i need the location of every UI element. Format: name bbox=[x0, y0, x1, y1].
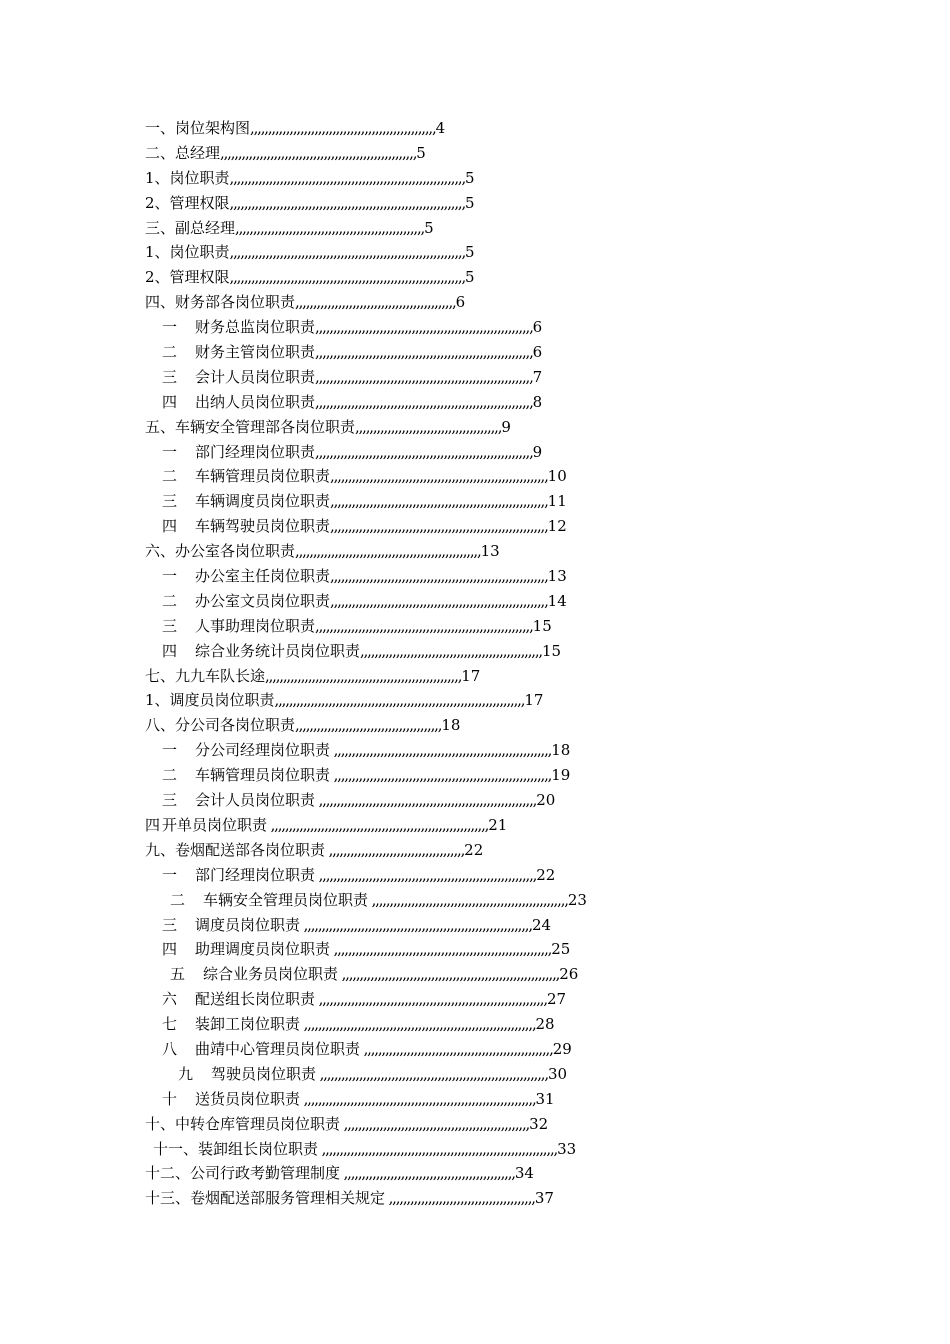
toc-entry-leader: ,,,,,,,,,,,,,,,,,,,,,,,,,,,,,,,,,,,,,,,,,,,,,,,,,,,,,,, bbox=[265, 666, 462, 685]
toc-entry-title: 驾驶员岗位职责 bbox=[211, 1064, 317, 1083]
toc-entry-number: 二 bbox=[162, 766, 178, 785]
toc-entry[interactable] bbox=[0, 888, 950, 913]
toc-entry-number: 二 bbox=[162, 343, 178, 362]
toc-entry-number: 九 bbox=[178, 1064, 194, 1083]
toc-entry-title: 办公室主任岗位职责 bbox=[195, 567, 331, 586]
toc-entry-title: 九、卷烟配送部各岗位职责 bbox=[145, 840, 326, 859]
toc-entry-leader: ,,,,,,,,,,,,,,,,,,,,,,,,,,,,,,,,,,,,,,,,,,,,,,,,,,,,,,,,,,,,, bbox=[330, 940, 552, 959]
toc-entry[interactable] bbox=[0, 639, 950, 664]
toc-entry-page: 5 bbox=[416, 143, 426, 162]
toc-entry-number: 四 bbox=[145, 815, 161, 834]
toc-entry-number: 二 bbox=[162, 467, 178, 486]
toc-entry-title: 财务总监岗位职责 bbox=[195, 318, 316, 337]
toc-entry-title: 八、分公司各岗位职责 bbox=[145, 716, 296, 735]
toc-entry-page: 23 bbox=[567, 890, 587, 909]
toc-entry-leader: ,,,,,,,,,,,,,,,,,,,,,,,,,,,,,,,,,,,,,,,,,,,,,,,,,,,, bbox=[295, 542, 481, 561]
toc-entry-title: 助理调度员岗位职责 bbox=[195, 940, 331, 959]
toc-entry-leader: ,,,,,,,,,,,,,,,,,,,,,,,,,,,,,,,,,,,,,,,,,,,,,,,,,,,,,,,,,,,,, bbox=[338, 965, 560, 984]
toc-entry[interactable] bbox=[0, 614, 950, 639]
toc-entry-page: 9 bbox=[532, 442, 543, 461]
toc-entry[interactable] bbox=[0, 315, 950, 340]
toc-entry-leader: ,,,,,,,,,,,,,,,,,,,,,,,,,,,,,,,,,,,,,,,,,,,,,,,,,,,,,,,,,,,,, bbox=[330, 741, 552, 760]
toc-entry-page: 17 bbox=[524, 691, 544, 710]
toc-entry[interactable] bbox=[0, 539, 950, 564]
toc-entry-leader: ,,,,,,,,,,,,,,,,,,,,,,,,,,,,,,,,,,,,,,,,,,,,,,,,,,,,,,, bbox=[220, 143, 417, 162]
toc-entry-page: 6 bbox=[455, 293, 466, 312]
toc-entry-page: 28 bbox=[535, 1015, 555, 1034]
toc-entry-leader: ,,,,,,,,,,,,,,,,,,,,,,,,,,,,,,,,,,,,,,,,,,,,,,,,,,,,,,,,,,,,,,,, bbox=[316, 1064, 548, 1083]
toc-entry-leader: ,,,,,,,,,,,,,,,,,,,,,,,,,,,,,,,,,,,,,,,,,,,,,,,,,,,,,,,,,,,,, bbox=[315, 442, 533, 461]
toc-entry[interactable] bbox=[0, 489, 950, 514]
toc-entry-page: 27 bbox=[546, 990, 567, 1009]
toc-entry-title: 车辆调度员岗位职责 bbox=[195, 492, 331, 511]
toc-entry[interactable] bbox=[0, 838, 950, 863]
toc-entry-page: 4 bbox=[435, 119, 446, 137]
toc-entry-title: 十、中转仓库管理员岗位职责 bbox=[145, 1114, 341, 1133]
toc-entry-title: 1、岗位职责 bbox=[145, 168, 230, 187]
toc-entry[interactable] bbox=[0, 1087, 950, 1112]
toc-entry-title: 部门经理岗位职责 bbox=[195, 442, 316, 461]
toc-entry[interactable] bbox=[0, 987, 950, 1012]
toc-entry-title: 六、办公室各岗位职责 bbox=[145, 542, 296, 561]
toc-entry[interactable] bbox=[0, 191, 950, 216]
toc-entry-title: 配送组长岗位职责 bbox=[195, 990, 316, 1009]
toc-entry-page: 29 bbox=[552, 1039, 572, 1058]
toc-entry-leader: ,,,,,,,,,,,,,,,,,,,,,,,,,,,,,,,,,,,,,,,,,,,,,,,, bbox=[340, 1164, 515, 1183]
toc-entry-leader: ,,,,,,,,,,,,,,,,,,,,,,,,,,,,,,,,,,,,,,,,,,,,,,,,,,,,,,,,,,,,, bbox=[267, 815, 489, 834]
toc-entry-title: 人事助理岗位职责 bbox=[195, 616, 316, 635]
toc-entry-page: 32 bbox=[529, 1114, 549, 1133]
toc-entry[interactable] bbox=[0, 564, 950, 589]
toc-entry-leader: ,,,,,,,,,,,,,,,,,,,,,,,,,,,,,,,,,,,,,,,,,,,,,,,,,,,,,,,,,,,,,,,,,, bbox=[229, 243, 466, 262]
toc-entry[interactable] bbox=[0, 1112, 950, 1137]
toc-entry-number: 四 bbox=[162, 641, 178, 660]
toc-entry-number: 四 bbox=[162, 940, 178, 959]
toc-entry-title: 三、副总经理 bbox=[145, 218, 236, 237]
toc-entry[interactable] bbox=[0, 788, 950, 813]
toc-entry[interactable] bbox=[0, 738, 950, 763]
toc-entry-leader: ,,,,,,,,,,,,,,,,,,,,,,,,,,,,,,,,,,,,,,,,,,,,,,,,,,,, bbox=[250, 119, 436, 137]
toc-entry-number: 一 bbox=[162, 318, 178, 337]
toc-entry-title: 装卸工岗位职责 bbox=[195, 1015, 301, 1034]
toc-entry-leader: ,,,,,,,,,,,,,,,,,,,,,,,,,,,,,,,,,,,,,,,,,,,,,,,,,,,,,,,,,,,,,,,,, bbox=[300, 1015, 536, 1034]
toc-entry-title: 综合业务员岗位职责 bbox=[203, 965, 339, 984]
toc-entry-title: 车辆管理员岗位职责 bbox=[195, 766, 331, 785]
toc-entry-title: 部门经理岗位职责 bbox=[195, 865, 316, 884]
toc-entry-number: 三 bbox=[162, 915, 178, 934]
toc-entry-leader: ,,,,,,,,,,,,,,,,,,,,,,,,,,,,,,,,,,,,,,,,,,,,, bbox=[295, 293, 456, 312]
toc-entry-page: 37 bbox=[534, 1189, 554, 1208]
toc-entry[interactable] bbox=[0, 514, 950, 539]
toc-entry-page: 34 bbox=[514, 1164, 534, 1183]
toc-entry-page: 10 bbox=[547, 467, 567, 486]
toc-entry-page: 20 bbox=[536, 791, 556, 810]
toc-entry-leader: ,,,,,,,,,,,,,,,,,,,,,,,,,,,,,,,,,,,,,,,,, bbox=[295, 716, 442, 735]
toc-entry-title: 十二、公司行政考勤管理制度 bbox=[145, 1164, 341, 1183]
toc-entry-page: 5 bbox=[465, 243, 475, 262]
toc-entry-leader: ,,,,,,,,,,,,,,,,,,,,,,,,,,,,,,,,,,,,,,,,,,,,,,,,,,,,,,,,,,,,,,,, bbox=[300, 915, 532, 934]
toc-entry[interactable] bbox=[0, 415, 950, 440]
toc-entry-title: 1、岗位职责 bbox=[145, 243, 230, 262]
toc-entry-title: 开单员岗位职责 bbox=[162, 815, 268, 834]
toc-entry[interactable] bbox=[0, 141, 950, 166]
toc-entry-leader: ,,,,,,,,,,,,,,,,,,,,,,,,,,,,,,,,,,,,,,,,,,,,,,,,,,,,,,,,,,,,, bbox=[315, 318, 533, 337]
toc-entry[interactable] bbox=[0, 1012, 950, 1037]
toc-entry-number: 七 bbox=[162, 1015, 178, 1034]
toc-entry-number: 十 bbox=[162, 1089, 178, 1108]
toc-entry-number: 六 bbox=[162, 990, 178, 1009]
toc-entry-title: 1、调度员岗位职责 bbox=[145, 691, 275, 710]
toc-entry[interactable] bbox=[0, 240, 950, 265]
toc-entry-leader: ,,,,,,,,,,,,,,,,,,,,,,,,,,,,,,,,,,,,,, bbox=[325, 840, 465, 859]
toc-entry-title: 一、岗位架构图 bbox=[145, 119, 251, 137]
toc-entry-number: 二 bbox=[162, 591, 178, 610]
toc-entry-title: 办公室文员岗位职责 bbox=[195, 591, 331, 610]
toc-entry-leader: ,,,,,,,,,,,,,,,,,,,,,,,,,,,,,,,,,,,,,,,,,,,,,,,,,,,,,,,,,,,,, bbox=[315, 367, 533, 386]
toc-entry-page: 15 bbox=[532, 616, 552, 635]
toc-entry-page: 6 bbox=[532, 318, 543, 337]
toc-entry[interactable] bbox=[0, 1037, 950, 1062]
toc-entry-leader: ,,,,,,,,,,,,,,,,,,,,,,,,,,,,,,,,,,,,,,,,,,,,,,,,,,,,,,,,,,,,, bbox=[315, 392, 533, 411]
toc-entry-leader: ,,,,,,,,,,,,,,,,,,,,,,,,,,,,,,,,,,,,,,,,,,,,,,,,,,,,,,,,,,,,, bbox=[315, 616, 533, 635]
toc-entry-title: 财务主管岗位职责 bbox=[195, 343, 316, 362]
toc-entry-title: 调度员岗位职责 bbox=[195, 915, 301, 934]
toc-entry[interactable] bbox=[0, 863, 950, 888]
toc-entry-page: 33 bbox=[557, 1139, 577, 1158]
table-of-contents bbox=[0, 116, 950, 1211]
toc-entry-leader: ,,,,,,,,,,,,,,,,,,,,,,,,,,,,,,,,,,,,,,,,,,,,,,,,,,,,,,,,,,,,, bbox=[330, 567, 548, 586]
toc-entry-leader: ,,,,,,,,,,,,,,,,,,,,,,,,,,,,,,,,,,,,,,,,,,,,,,,,,,,,,,,,,,,,, bbox=[330, 591, 548, 610]
toc-entry-title: 二、总经理 bbox=[145, 143, 221, 162]
toc-entry-title: 曲靖中心管理员岗位职责 bbox=[195, 1039, 361, 1058]
toc-entry-page: 5 bbox=[465, 193, 475, 212]
toc-entry-page: 18 bbox=[551, 741, 571, 760]
toc-entry-title: 车辆安全管理员岗位职责 bbox=[203, 890, 369, 909]
toc-entry-page: 13 bbox=[547, 567, 567, 586]
toc-entry-leader: ,,,,,,,,,,,,,,,,,,,,,,,,,,,,,,,,,,,,,,,,,,,,,,,,,,,, bbox=[340, 1114, 530, 1133]
toc-entry[interactable] bbox=[0, 962, 950, 987]
toc-entry[interactable] bbox=[0, 688, 950, 713]
toc-entry-title: 五、车辆安全管理部各岗位职责 bbox=[145, 417, 356, 436]
toc-entry-title: 出纳人员岗位职责 bbox=[195, 392, 316, 411]
toc-entry[interactable] bbox=[0, 589, 950, 614]
toc-entry-number: 一 bbox=[162, 567, 178, 586]
toc-entry-page: 22 bbox=[536, 865, 556, 884]
toc-entry-leader: ,,,,,,,,,,,,,,,,,,,,,,,,,,,,,,,,,,,,,,,,,,,,,,,,,,,,,,,,,,,,, bbox=[315, 865, 537, 884]
toc-entry-title: 2、管理权限 bbox=[145, 193, 230, 212]
toc-entry[interactable] bbox=[0, 1186, 950, 1211]
toc-entry[interactable] bbox=[0, 713, 950, 738]
toc-entry-title: 会计人员岗位职责 bbox=[195, 367, 316, 386]
toc-entry[interactable] bbox=[0, 664, 950, 689]
toc-entry-title: 车辆管理员岗位职责 bbox=[195, 467, 331, 486]
toc-entry-number: 八 bbox=[162, 1039, 178, 1058]
toc-entry-title: 2、管理权限 bbox=[145, 268, 230, 287]
toc-entry-title: 会计人员岗位职责 bbox=[195, 791, 316, 810]
toc-entry-number: 二 bbox=[170, 890, 186, 909]
toc-entry-leader: ,,,,,,,,,,,,,,,,,,,,,,,,,,,,,,,,,,,,,,,,,,,,,,,,,,,,,,,,,,,,,,,,,, bbox=[229, 168, 466, 187]
toc-entry-number: 一 bbox=[162, 442, 178, 461]
toc-entry[interactable] bbox=[0, 166, 950, 191]
toc-entry[interactable] bbox=[0, 365, 950, 390]
toc-entry-page: 11 bbox=[547, 492, 567, 511]
toc-entry-page: 24 bbox=[531, 915, 552, 934]
toc-entry-leader: ,,,,,,,,,,,,,,,,,,,,,,,,,,,,,,,,,,,,,,,,, bbox=[355, 417, 502, 436]
toc-entry-number: 三 bbox=[162, 367, 178, 386]
toc-entry[interactable] bbox=[0, 265, 950, 290]
toc-entry-title: 送货员岗位职责 bbox=[195, 1089, 301, 1108]
toc-entry-leader: ,,,,,,,,,,,,,,,,,,,,,,,,,,,,,,,,,,,,,,,,,,,,,,,,,,,,,,,,,,,,,,,,,, bbox=[318, 1139, 558, 1158]
toc-entry-number: 三 bbox=[162, 492, 178, 511]
toc-entry[interactable] bbox=[0, 1137, 950, 1162]
toc-entry-page: 5 bbox=[465, 268, 475, 287]
toc-entry-title: 十一、装卸组长岗位职责 bbox=[153, 1139, 319, 1158]
toc-entry[interactable] bbox=[0, 913, 950, 938]
toc-entry-leader: ,,,,,,,,,,,,,,,,,,,,,,,,,,,,,,,,,,,,,,,,,,,,,,,,,,,,,,, bbox=[368, 890, 568, 909]
toc-entry-number: 一 bbox=[162, 865, 178, 884]
toc-entry[interactable] bbox=[0, 1161, 950, 1186]
toc-entry-title: 分公司经理岗位职责 bbox=[195, 741, 331, 760]
toc-entry-leader: ,,,,,,,,,,,,,,,,,,,,,,,,,,,,,,,,,,,,,,,,,,,,,,,,,,,,,,,,,,,,,,,,, bbox=[300, 1089, 536, 1108]
toc-entry-page: 17 bbox=[461, 666, 481, 685]
toc-entry[interactable] bbox=[0, 440, 950, 465]
toc-entry[interactable] bbox=[0, 116, 950, 141]
toc-entry-number: 四 bbox=[162, 392, 178, 411]
toc-entry-leader: ,,,,,,,,,,,,,,,,,,,,,,,,,,,,,,,,,,,,,,,,,,,,,,,,,,,,,,,,,,,,, bbox=[330, 467, 548, 486]
toc-entry-leader: ,,,,,,,,,,,,,,,,,,,,,,,,,,,,,,,,,,,,,,,,,,,,,,,,,,, bbox=[360, 641, 542, 660]
toc-entry-leader: ,,,,,,,,,,,,,,,,,,,,,,,,,,,,,,,,,,,,,,,,,,,,,,,,,,,,,,,,,,,,,,,,,, bbox=[229, 193, 466, 212]
toc-entry-page: 30 bbox=[547, 1064, 568, 1083]
toc-entry-title: 综合业务统计员岗位职责 bbox=[195, 641, 361, 660]
toc-entry-number: 五 bbox=[170, 965, 186, 984]
toc-entry-leader: ,,,,,,,,,,,,,,,,,,,,,,,,,,,,,,,,,,,,,,,,, bbox=[385, 1189, 535, 1208]
toc-entry-page: 12 bbox=[547, 517, 567, 536]
toc-entry-leader: ,,,,,,,,,,,,,,,,,,,,,,,,,,,,,,,,,,,,,,,,,,,,,,,,,,,,,,,,,,,,, bbox=[330, 517, 548, 536]
toc-entry[interactable] bbox=[0, 290, 950, 315]
toc-entry-number: 四 bbox=[162, 517, 178, 536]
toc-entry-leader: ,,,,,,,,,,,,,,,,,,,,,,,,,,,,,,,,,,,,,,,,,,,,,,,,,,,,,,,,,,,,, bbox=[315, 343, 533, 362]
toc-entry[interactable] bbox=[0, 340, 950, 365]
toc-entry-title: 四、财务部各岗位职责 bbox=[145, 293, 296, 312]
toc-entry-page: 15 bbox=[542, 641, 562, 660]
toc-entry-page: 7 bbox=[532, 367, 543, 386]
toc-entry-title: 车辆驾驶员岗位职责 bbox=[195, 517, 331, 536]
toc-entry-page: 19 bbox=[551, 766, 571, 785]
toc-entry-leader: ,,,,,,,,,,,,,,,,,,,,,,,,,,,,,,,,,,,,,,,,,,,,,,,,,,,,, bbox=[235, 218, 425, 237]
toc-entry-leader: ,,,,,,,,,,,,,,,,,,,,,,,,,,,,,,,,,,,,,,,,,,,,,,,,,,,,, bbox=[360, 1039, 553, 1058]
toc-entry-page: 6 bbox=[532, 343, 543, 362]
toc-entry-page: 8 bbox=[532, 392, 543, 411]
toc-entry-page: 26 bbox=[559, 965, 579, 984]
toc-entry-number: 一 bbox=[162, 741, 178, 760]
toc-entry-page: 9 bbox=[501, 417, 511, 436]
toc-entry[interactable] bbox=[0, 763, 950, 788]
toc-entry-leader: ,,,,,,,,,,,,,,,,,,,,,,,,,,,,,,,,,,,,,,,,,,,,,,,,,,,,,,,,,,,,, bbox=[315, 791, 537, 810]
toc-entry-page: 22 bbox=[464, 840, 484, 859]
toc-entry-page: 21 bbox=[488, 815, 508, 834]
toc-entry[interactable] bbox=[0, 216, 950, 241]
toc-entry-leader: ,,,,,,,,,,,,,,,,,,,,,,,,,,,,,,,,,,,,,,,,,,,,,,,,,,,,,,,,,,,,, bbox=[330, 766, 552, 785]
toc-entry[interactable] bbox=[0, 390, 950, 415]
toc-entry[interactable] bbox=[0, 813, 950, 838]
toc-entry-page: 5 bbox=[424, 218, 434, 237]
toc-entry-leader: ,,,,,,,,,,,,,,,,,,,,,,,,,,,,,,,,,,,,,,,,,,,,,,,,,,,,,,,,,,,,,,,, bbox=[315, 990, 547, 1009]
toc-entry-number: 三 bbox=[162, 791, 178, 810]
toc-entry[interactable] bbox=[0, 937, 950, 962]
toc-entry-leader: ,,,,,,,,,,,,,,,,,,,,,,,,,,,,,,,,,,,,,,,,,,,,,,,,,,,,,,,,,,,,, bbox=[330, 492, 548, 511]
toc-entry-number: 三 bbox=[162, 616, 178, 635]
toc-entry-page: 5 bbox=[465, 168, 475, 187]
toc-entry-title: 十三、卷烟配送部服务管理相关规定 bbox=[145, 1189, 386, 1208]
toc-entry-leader: ,,,,,,,,,,,,,,,,,,,,,,,,,,,,,,,,,,,,,,,,,,,,,,,,,,,,,,,,,,,,,,,,,,,,,, bbox=[274, 691, 525, 710]
toc-entry-page: 18 bbox=[441, 716, 461, 735]
toc-entry[interactable] bbox=[0, 464, 950, 489]
toc-entry-page: 13 bbox=[480, 542, 500, 561]
toc-entry-page: 14 bbox=[547, 591, 567, 610]
toc-entry-leader: ,,,,,,,,,,,,,,,,,,,,,,,,,,,,,,,,,,,,,,,,,,,,,,,,,,,,,,,,,,,,,,,,,, bbox=[229, 268, 466, 287]
toc-entry-page: 31 bbox=[535, 1089, 555, 1108]
toc-entry-title: 七、九九车队长途 bbox=[145, 666, 266, 685]
toc-entry-page: 25 bbox=[551, 940, 571, 959]
toc-entry[interactable] bbox=[0, 1062, 950, 1087]
